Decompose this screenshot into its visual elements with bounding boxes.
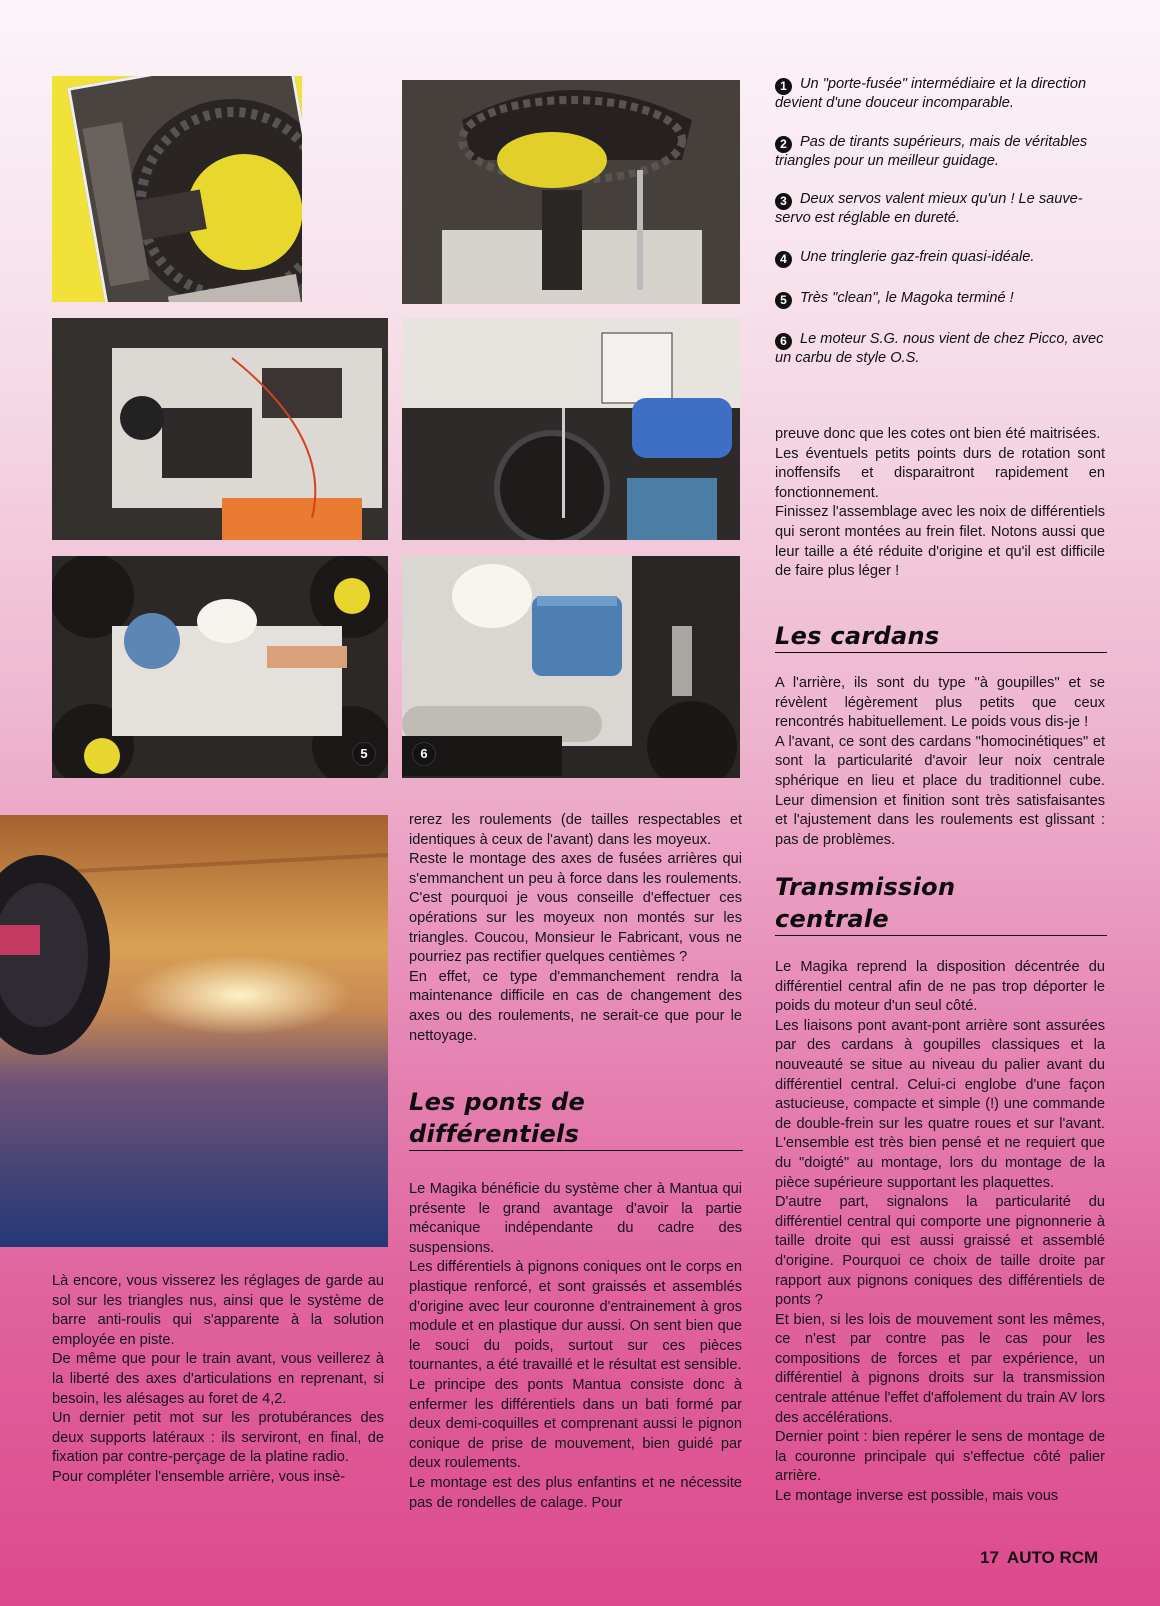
engine-illustration — [402, 556, 740, 778]
tire-illustration — [71, 76, 302, 302]
photo-servos — [52, 318, 388, 540]
photo-throttle-linkage — [402, 318, 740, 540]
photo-number-badge: 5 — [352, 742, 376, 766]
magazine-name: AUTO RCM — [1006, 1548, 1099, 1567]
paragraph: Dernier point : bien repérer le sens de montage de la couronne principale qui s'effectue côté palier arrière. — [775, 1429, 1105, 1485]
photo-finished-buggy — [52, 556, 388, 778]
caption-2: 2 Pas de tirants supérieurs, mais de véritables triangles pour un meilleur guidage. — [775, 133, 1088, 169]
photo-sunset-buggy — [0, 815, 388, 1247]
paragraph: Reste le montage des axes de fusées arrières qui s'emmanchent un peu à force dans les roulements. C'est pourquoi je vous conseille d'effectuer ces opérations sur les moyeux non montés sur les triangles. Coucou, Monsieur le Fabricant, vous ne pourriez pas rectifier quelques centièmes ? — [409, 851, 742, 966]
photo-captions — [775, 76, 1105, 388]
caption-3: 3 Deux servos valent mieux qu'un ! Le sauve-servo est réglable en dureté. — [775, 191, 1083, 226]
paragraph: Le montage est des plus enfantins et ne nécessite pas de rondelles de calage. Pour — [409, 1474, 742, 1511]
middle-column-text — [409, 811, 742, 1046]
right-column-top-text — [775, 425, 1105, 582]
paragraph: En effet, ce type d'emmanchement rendra la maintenance difficile en cas de changement des axes ou des roulements, ne serait-ce que pour le nettoyage. — [409, 968, 742, 1044]
paragraph: Les éventuels petits points durs de rotation sont inoffensifs et disparaitront rapidement en fonctionnement. — [775, 445, 1105, 501]
paragraph: Les différentiels à pignons coniques ont le corps en plastique renforcé, et sont graissés et assemblés d'origine avec leur couronne d'entrainement à gros module et en plastique dur aussi. On sent bien que le souci du poids, surtout sur ces pièces tournantes, a été travaillé et le résultat est sensible. — [409, 1259, 742, 1374]
heading-ponts-differentiels: Les ponts de différentiels — [409, 1086, 743, 1151]
left-column-text — [52, 1272, 384, 1488]
paragraph: A l'avant, ce sont des cardans "homocinétiques" et sont la particularité d'avoir leur noix centrale sphérique en lieu et place du traditionnel cube. Leur dimension et finition sont très satisfaisantes et l'ajustement dans les roulements est glissant : pas de problèmes. — [775, 733, 1105, 848]
photo-number-badge: 6 — [412, 742, 436, 766]
linkage-illustration — [402, 318, 740, 540]
transmission-column-text — [775, 958, 1105, 1507]
ponts-column-text — [409, 1180, 742, 1513]
page-number: 17 — [980, 1548, 999, 1567]
paragraph: Pour compléter l'ensemble arrière, vous insè- — [52, 1468, 346, 1485]
paragraph: Le Magika reprend la disposition décentrée du différentiel central afin de ne pas trop déporter le poids du moteur d'un seul côté. — [775, 959, 1105, 1015]
cardans-column-text — [775, 674, 1105, 850]
paragraph: D'autre part, signalons la particularité du différentiel central qui comporte une pignonnerie à taille droite qui est aussi graissé et assemblé d'origine. Pourquoi ce choix de taille droite par rapport aux pignons coniques des différentiels de ponts ? — [775, 1194, 1105, 1309]
paragraph: Finissez l'assemblage avec les noix de différentiels qui seront montées au frein filet. Notons aussi que leur taille a été réduite d'origine et qu'il est difficile de faire plus léger ! — [775, 504, 1105, 580]
servos-illustration — [52, 318, 388, 540]
tilted-photo-front-wheel — [67, 76, 302, 302]
paragraph: rerez les roulements (de tailles respectables et identiques à ceux de l'avant) dans les moyeux. — [409, 812, 742, 848]
page-footer — [980, 1548, 1098, 1568]
photo-front-hub-yellow — [52, 76, 302, 302]
photo-front-steering — [402, 80, 740, 304]
photo-engine — [402, 556, 740, 778]
buggy-illustration — [52, 556, 388, 778]
heading-transmission-centrale: Transmission centrale — [775, 871, 1107, 936]
paragraph: Un dernier petit mot sur les protubérances des deux supports latéraux : ils serviront, en final, de fixation par contre-perçage de la platine radio. — [52, 1410, 384, 1466]
paragraph: preuve donc que les cotes ont bien été maitrisées. — [775, 426, 1101, 442]
paragraph: De même que pour le train avant, vous veillerez à la liberté des axes d'articulations en reprenant, si besoin, les alésages au foret de 4,2. — [52, 1351, 384, 1407]
caption-5: 5 Très "clean", le Magoka terminé ! — [775, 290, 1105, 309]
paragraph: Là encore, vous visserez les réglages de garde au sol sur les triangles nus, ainsi que le système de barre anti-roulis qui s'apparente à la solution employée en piste. — [52, 1273, 384, 1348]
paragraph: Le montage inverse est possible, mais vous — [775, 1488, 1059, 1505]
paragraph: Le principe des ponts Mantua consiste donc à enfermer les différentiels dans un bati formé par deux demi-coquilles et comprenant aussi le pignon conique de prise de mouvement, bien guidé par deux roulements. — [409, 1376, 742, 1472]
paragraph: Le Magika bénéficie du système cher à Mantua qui présente le grand avantage d'avoir la partie mécanique indépendante du cadre des suspensions. — [409, 1181, 742, 1256]
sunset-illustration — [0, 815, 388, 1247]
paragraph: A l'arrière, ils sont du type "à goupilles" et se révèlent légèrement plus petits que ceux rencontrés habituellement. Le poids vous dis-je ! — [775, 675, 1105, 731]
paragraph: Et bien, si les lois de mouvement sont les mêmes, ce n'est par contre pas le cas pour les compositions de forces et par expérience, un différentiel à pignons droits sur la transmission centrale atténue l'effet d'affolement du train AV lors des accélérations. — [775, 1311, 1105, 1426]
caption-4: 4 Une tringlerie gaz-frein quasi-idéale. — [775, 249, 1105, 268]
heading-cardans: Les cardans — [775, 620, 1107, 653]
caption-1: 1 Un "porte-fusée" intermédiaire et la direction devient d'une douceur incomparable. — [775, 76, 1087, 111]
steering-illustration — [402, 80, 740, 304]
caption-6: 6 Le moteur S.G. nous vient de chez Picco, avec un carbu de style O.S. — [775, 330, 1104, 366]
paragraph: Les liaisons pont avant-pont arrière sont assurées par des cardans à goupilles classiques et la nouveauté se situe au niveau du palier avant du différentiel central. Celui-ci englobe d'une façon astucieuse, compacte et simple (!) une commande de double-frein sur les quatre roues et sur l'avant. L'ensemble est très bien pensé et ne requiert que du "doigté" au montage, lors du montage de la pièce supérieure supportant les plaquettes. — [775, 1017, 1105, 1191]
